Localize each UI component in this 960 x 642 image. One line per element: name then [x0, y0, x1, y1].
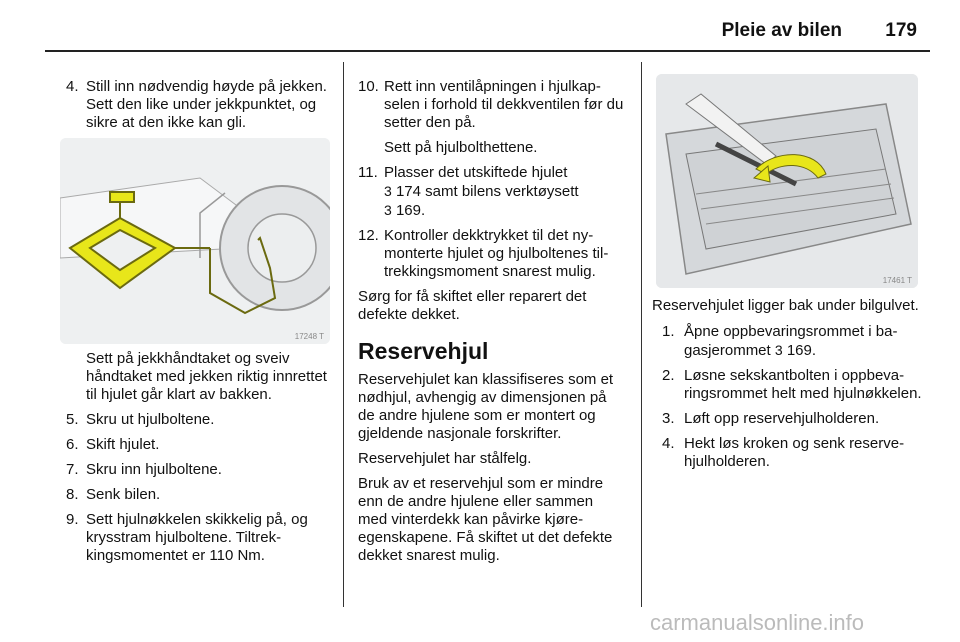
- column-3: [652, 297, 922, 478]
- list-item: 12. Kontroller dekktrykket til det nymonterte hjulet og hjulboltenes tiltrekkingsmoment snarest mulig.: [358, 227, 609, 280]
- jack-figure: [60, 138, 330, 344]
- watermark-footer[interactable]: carmanualsonline.info: [650, 610, 865, 635]
- column-divider: [343, 62, 344, 607]
- list-item: 8. Senk bilen.: [66, 486, 161, 503]
- list-item: 4. Hekt løs kroken og senk reservehjulholderen.: [662, 435, 905, 470]
- list-item: 6. Skift hjulet.: [66, 436, 160, 453]
- list-item: 11. Plasser det utskiftede hjulet 3 174 samt bilens verktøysett 3 169.: [358, 164, 579, 219]
- jack-illustration: [60, 138, 330, 344]
- paragraph: Reservehjulet ligger bak under bilgulvet.: [652, 297, 919, 314]
- paragraph: Bruk av et reservehjul som er mindre enn de andre hjulene eller sammen med vinterdekk kan påvirke kjøreegenskapene. Få skiftet ut det defekte dekket snarest mulig.: [358, 475, 613, 564]
- column-divider: [641, 62, 642, 607]
- list-item: 4. Still inn nødvendig høyde på jekken. Sett den like under jekkpunktet, og sikre at den ikke kan gli.: [66, 78, 327, 131]
- spare-wheel-illustration: [656, 74, 918, 288]
- section-heading: Reservehjul: [358, 338, 489, 364]
- figure-number: 17461 T: [882, 276, 912, 285]
- reference-arrow-icon: 3: [384, 183, 392, 199]
- column-1: [66, 78, 328, 139]
- figure-number: 17248 T: [294, 332, 324, 341]
- list-item: 9. Sett hjulnøkkelen skikkelig på, og krysstram hjulboltene. Tiltrekkingsmomentet er 110 Nm.: [66, 511, 308, 564]
- paragraph: Reservehjulet kan klassifiseres som et nødhjul, avhengig av dimensjonen på de andre hjulene som er montert og gjeldende nasjonale forskrifter.: [358, 371, 614, 442]
- reference-arrow-icon: 3: [774, 342, 783, 358]
- page-title: Pleie av bilen: [721, 20, 842, 41]
- reference-arrow-icon: 3: [384, 202, 392, 218]
- list-item: 3. Løft opp reservehjulholderen.: [662, 410, 880, 427]
- paragraph: Sett på hjulbolthettene.: [384, 139, 538, 156]
- list-item: 1. Åpne oppbevaringsrommet i bagasjerommet 3 169.: [662, 323, 898, 359]
- page-number: 179: [885, 20, 917, 41]
- list-item: 7. Skru inn hjulboltene.: [66, 461, 222, 478]
- paragraph: Sett på jekkhåndtaket og sveiv håndtaket med jekken riktig innrettet til hjulet går klart av bakken.: [86, 350, 327, 403]
- column-1-lower: [66, 350, 328, 572]
- column-2: [358, 78, 624, 572]
- header-rule: [45, 50, 930, 52]
- paragraph: Reservehjulet har stålfelg.: [358, 450, 532, 467]
- list-item: 10. Rett inn ventilåpningen i hjulkapselen i forhold til dekkventilen før du setter den på.: [358, 78, 624, 131]
- paragraph: Sørg for få skiftet eller reparert det defekte dekket.: [358, 288, 587, 323]
- spare-wheel-figure: [656, 74, 918, 288]
- list-item: 5. Skru ut hjulboltene.: [66, 411, 215, 428]
- list-item: 2. Løsne sekskantbolten i oppbevaringsrommet helt med hjulnøkkelen.: [662, 367, 922, 402]
